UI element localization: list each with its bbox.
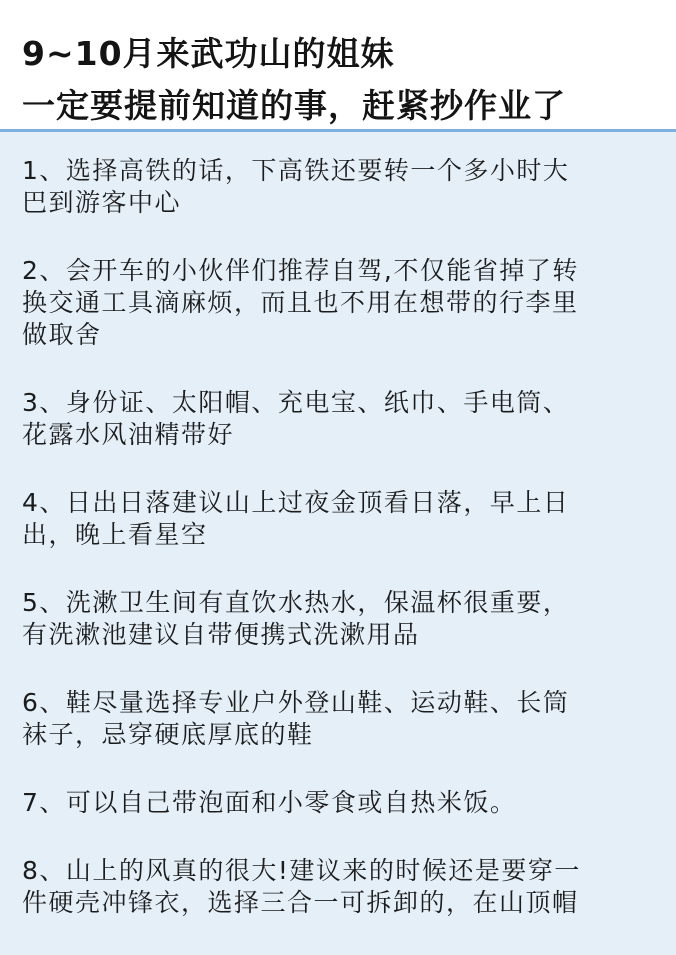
tip-text-line: 7、可以自己带泡面和小零食或自热米饭。 (22, 788, 517, 817)
tip-text-line: 1、选择高铁的话，下高铁还要转一个多小时大 (22, 156, 570, 185)
tip-text-line: 袜子，忌穿硬底厚底的鞋 (22, 720, 314, 749)
tip-text-line: 2、会开车的小伙伴们推荐自驾,不仅能省掉了转 (22, 256, 579, 285)
tips-list (22, 155, 662, 955)
tip-item-7 (22, 787, 662, 819)
tip-text-line: 有洗漱池建议自带便携式洗漱用品 (22, 620, 420, 649)
tip-item-4 (22, 487, 662, 551)
tip-item-5 (22, 587, 662, 651)
tip-item-1 (22, 155, 662, 219)
tip-text-line: 换交通工具滴麻烦，而且也不用在想带的行李里 (22, 288, 579, 317)
tip-item-8 (22, 855, 662, 919)
tip-item-2 (22, 255, 662, 351)
tip-text-line: 花露水风油精带好 (22, 420, 235, 449)
title-line-1: 9~10月来武功山的姐妹 (22, 34, 395, 73)
tip-text-line: 件硬壳冲锋衣，选择三合一可拆卸的，在山顶帽 (22, 888, 579, 917)
title-header (0, 0, 676, 132)
tip-text-line: 8、山上的风真的很大!建议来的时候还是要穿一 (22, 856, 581, 885)
tip-text-line: 4、日出日落建议山上过夜金顶看日落，早上日 (22, 488, 570, 517)
tip-text-line: 做取舍 (22, 320, 102, 349)
tip-item-6 (22, 687, 662, 751)
tip-text-line: 5、洗漱卫生间有直饮水热水，保温杯很重要， (22, 588, 570, 617)
tip-text-line: 巴到游客中心 (22, 188, 182, 217)
title-line-2: 一定要提前知道的事，赶紧抄作业了 (22, 86, 566, 125)
tip-item-3 (22, 387, 662, 451)
tip-text-line: 6、鞋尽量选择专业户外登山鞋、运动鞋、长筒 (22, 688, 570, 717)
tip-text-line: 3、身份证、太阳帽、充电宝、纸巾、手电筒、 (22, 388, 570, 417)
tip-text-line: 出，晚上看星空 (22, 520, 208, 549)
